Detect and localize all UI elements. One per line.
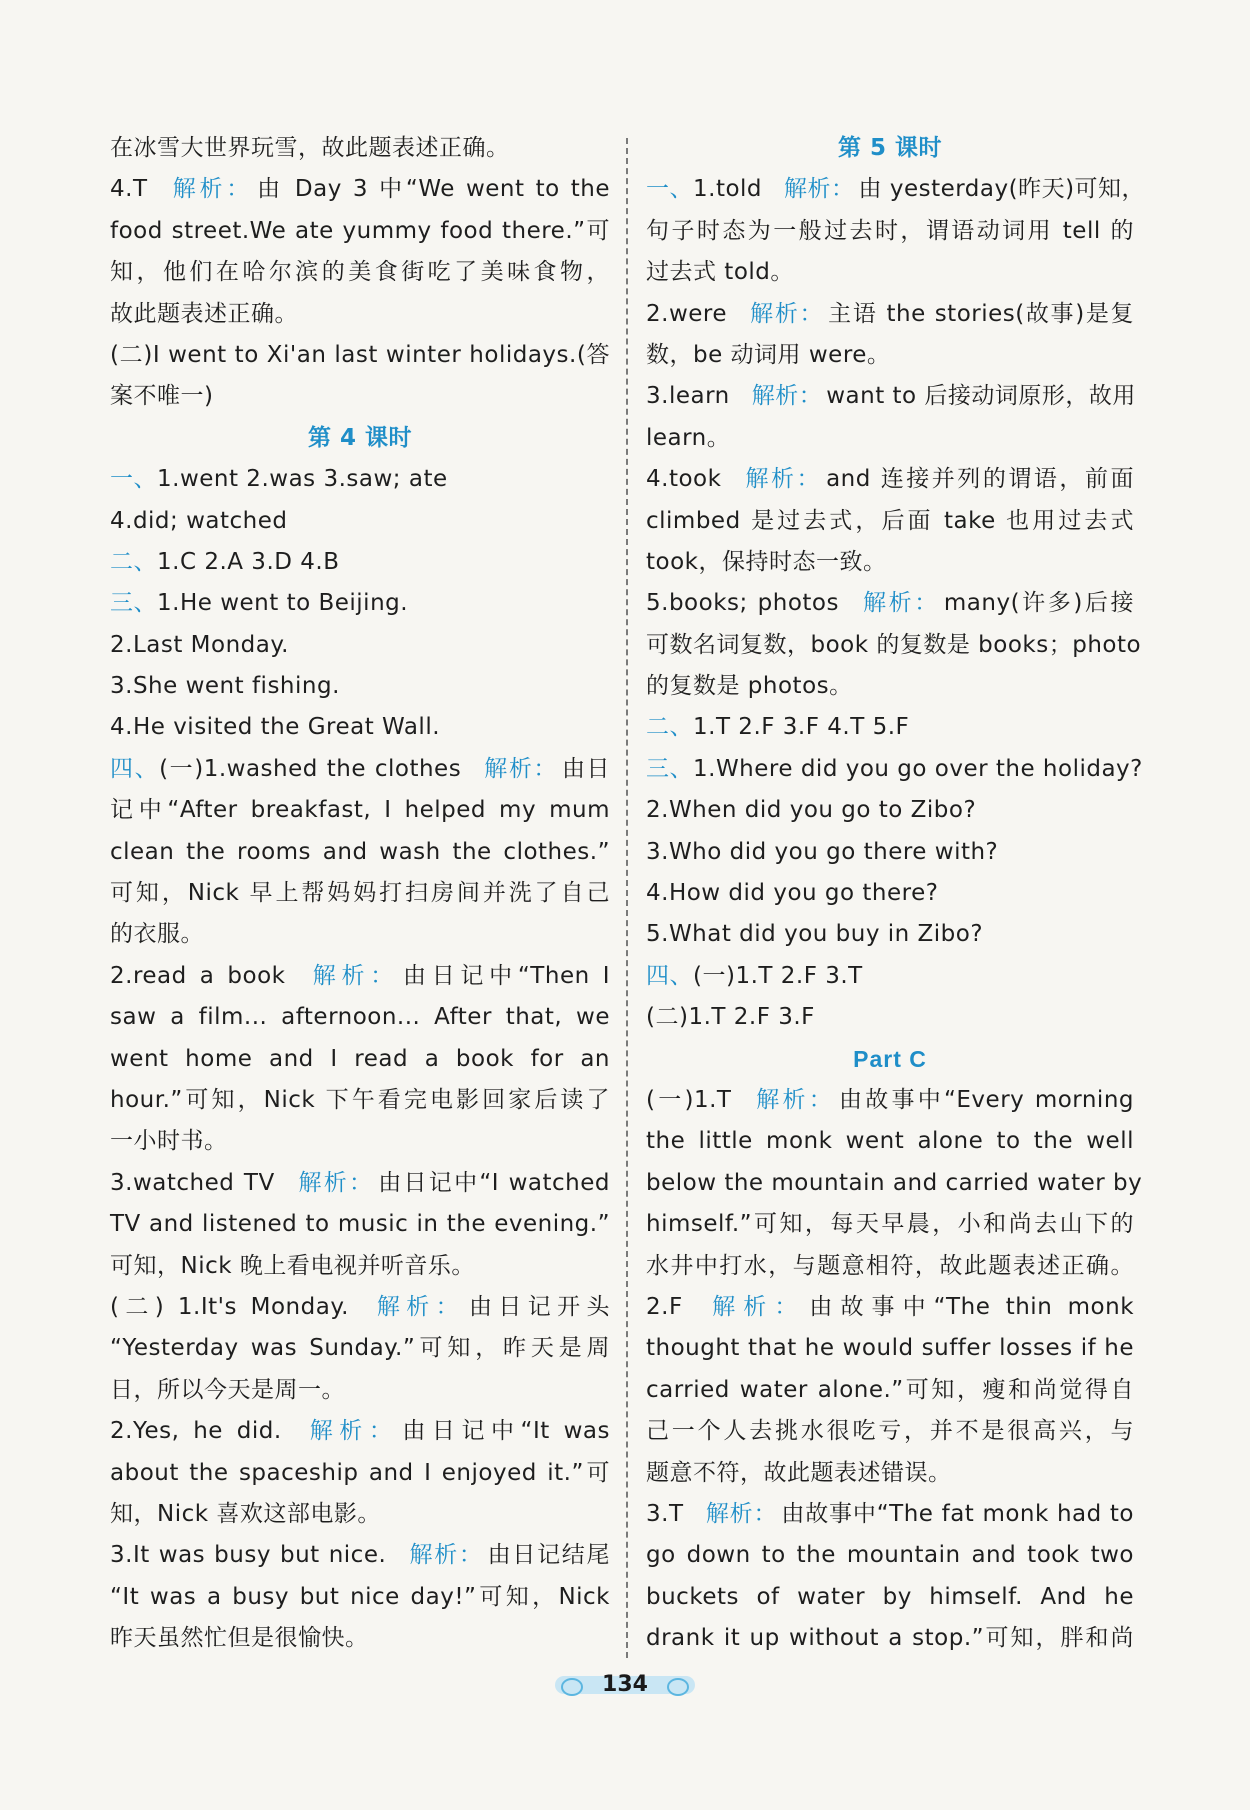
answer-key: 3.learn	[646, 383, 730, 410]
answer-line	[646, 1328, 1134, 1369]
answer-line	[110, 956, 610, 997]
answer-text: 1.went 2.was 3.saw; ate	[157, 466, 448, 493]
answer-line	[110, 625, 610, 666]
answer-text: 记中“After breakfast, I helped my mum	[110, 797, 610, 824]
answer-text: 知，他们在哈尔滨的美食街吃了美味食物，	[110, 259, 610, 286]
answer-key: 2.were	[646, 300, 728, 327]
answer-line	[646, 169, 1146, 210]
answer-text: 4.did; watched	[110, 507, 288, 534]
answer-text: 4.How did you go there?	[646, 880, 939, 907]
answer-line	[646, 1163, 1143, 1204]
answer-text: 日，所以今天是周一。	[110, 1376, 345, 1403]
answer-key: 2.F	[646, 1293, 683, 1320]
answer-text: 1.T 2.F 3.F 4.T 5.F	[693, 714, 910, 741]
answer-text: 由故事中“Every morning	[838, 1086, 1134, 1113]
answer-line	[110, 1494, 610, 1535]
answer-line	[646, 666, 1134, 707]
answer-text: 在冰雪大世界玩雪，故此题表述正确。	[110, 135, 510, 161]
section-marker: 一、	[646, 176, 693, 203]
answer-text: 水井中打水，与题意相符，故此题表述正确。	[646, 1252, 1134, 1279]
answer-line	[646, 997, 1134, 1038]
answer-key: (一)1.T	[646, 1086, 732, 1113]
answer-text: 可知，Nick 晚上看电视并听音乐。	[110, 1252, 475, 1279]
answer-key: 3.It was busy but nice.	[110, 1542, 387, 1569]
answer-text: 的衣服。	[110, 921, 204, 948]
answer-text: 1.C 2.A 3.D 4.B	[157, 548, 340, 575]
answer-line	[110, 832, 610, 873]
answer-line	[110, 666, 610, 707]
answer-line	[110, 1080, 610, 1121]
answer-line	[110, 1246, 610, 1287]
answer-text: climbed 是过去式，后面 take 也用过去式	[646, 507, 1134, 534]
answer-text: went home and I read a book for an	[110, 1045, 610, 1072]
wave-ornament-right-icon	[667, 1678, 689, 1696]
answer-text: 2.Last Monday.	[110, 631, 289, 658]
analysis-label: 解析：	[860, 590, 940, 617]
answer-text: 由日	[561, 755, 610, 782]
answer-line	[110, 335, 610, 376]
section-heading: 第 4 课时	[307, 424, 413, 451]
answer-line	[646, 583, 1134, 624]
answer-line	[646, 335, 1134, 376]
answer-line	[646, 542, 1134, 583]
answer-text: learn。	[646, 424, 731, 451]
section-marker: 四、	[646, 962, 693, 989]
answer-text: (二)I went to Xi'an last winter holidays.(答	[110, 341, 610, 368]
answer-line	[646, 790, 1134, 831]
answer-line	[646, 832, 1134, 873]
answer-line	[110, 542, 610, 583]
analysis-label: 解析：	[408, 1542, 484, 1569]
answer-line	[110, 749, 610, 790]
answer-text: 由日记中“Then I	[402, 962, 610, 989]
answer-line	[646, 1287, 1134, 1328]
answer-line	[646, 1618, 1134, 1659]
answer-text: “It was a busy but nice day!”可知，Nick	[110, 1583, 610, 1610]
answer-text: 可知，Nick 早上帮妈妈打扫房间并洗了自己	[110, 880, 610, 907]
answer-text: 昨天虽然忙但是很愉快。	[110, 1625, 369, 1652]
answer-text: 由故事中“The fat monk had to	[781, 1500, 1134, 1527]
answer-line	[646, 376, 1134, 417]
answer-line	[110, 1618, 610, 1659]
answer-line	[110, 1535, 610, 1576]
answer-text: clean the rooms and wash the clothes.”	[110, 838, 610, 865]
answer-line	[110, 376, 610, 417]
answer-text: go down to the mountain and took two	[646, 1542, 1134, 1569]
answer-text: 过去式 told。	[646, 259, 794, 286]
answer-line	[110, 1039, 610, 1080]
answer-line	[646, 1453, 1134, 1494]
answer-line	[646, 252, 1134, 293]
section-marker: 三、	[110, 590, 157, 617]
answer-line	[646, 625, 1142, 666]
answer-text: saw a film... afternoon... After that, we	[110, 1004, 610, 1031]
answer-text: many(许多)后接	[943, 590, 1135, 617]
page-number-badge	[555, 1668, 695, 1702]
answer-line	[646, 501, 1134, 542]
answer-line	[110, 1411, 610, 1452]
answer-text: 4.He visited the Great Wall.	[110, 714, 441, 741]
column-divider	[626, 138, 628, 1658]
answer-text: 案不唯一)	[110, 383, 214, 410]
answer-line	[110, 1370, 610, 1411]
answer-line	[110, 1453, 610, 1494]
answer-text: 1.Where did you go over the holiday?	[693, 755, 1143, 782]
answer-text: 主语 the stories(故事)是复	[828, 300, 1134, 327]
answer-text: drank it up without a stop.”可知，胖和尚	[646, 1625, 1134, 1652]
answer-text: TV and listened to music in the evening.”	[110, 1211, 610, 1238]
answer-text: 由日记开头	[468, 1293, 610, 1320]
wave-ornament-left-icon	[561, 1678, 583, 1696]
analysis-label: 解析：	[751, 383, 823, 410]
answer-key: 2.read a book	[110, 962, 286, 989]
answer-line	[646, 459, 1134, 500]
answer-text: 由 Day 3 中“We went to the	[257, 176, 610, 203]
answer-text: 句子时态为一般过去时，谓语动词用 tell 的	[646, 217, 1134, 244]
analysis-label: 解析：	[743, 466, 823, 493]
answer-text: (一)1.T 2.F 3.T	[693, 962, 863, 989]
answer-text: 3.Who did you go there with?	[646, 838, 999, 865]
answer-line	[110, 169, 610, 210]
answer-line	[646, 1411, 1134, 1452]
section-marker: 一、	[110, 466, 157, 493]
answer-line	[646, 1246, 1134, 1287]
section-marker: 四、	[110, 755, 160, 782]
answer-text: food street.We ate yummy food there.”可	[110, 217, 610, 244]
answer-text: 的复数是 photos。	[646, 673, 853, 700]
answer-text: carried water alone.”可知，瘦和尚觉得自	[646, 1376, 1134, 1403]
answer-line	[646, 1494, 1134, 1535]
page-number: 134	[602, 1672, 648, 1697]
answer-text: took，保持时态一致。	[646, 548, 887, 575]
answer-line	[110, 1328, 610, 1369]
answer-text: 由 yesterday(昨天)可知，	[858, 176, 1146, 203]
answer-line	[110, 501, 610, 542]
answer-line	[110, 128, 610, 169]
answer-line	[646, 956, 1134, 997]
answer-line	[646, 749, 1143, 790]
answer-line	[110, 790, 610, 831]
right-column	[646, 128, 1146, 1659]
answer-line	[110, 1204, 610, 1245]
answer-line	[110, 1577, 610, 1618]
answer-key: 4.took	[646, 466, 722, 493]
answer-line	[646, 1204, 1134, 1245]
answer-line	[110, 707, 610, 748]
answer-text: (二)1.T 2.F 3.F	[646, 1004, 815, 1031]
answer-line	[646, 1121, 1134, 1162]
analysis-label: 解析：	[704, 1293, 806, 1320]
analysis-label: 解析：	[303, 1418, 399, 1445]
answer-text: 数，be 动词用 were。	[646, 341, 891, 368]
answer-line	[646, 418, 1134, 459]
section-marker: 三、	[646, 755, 693, 782]
analysis-label: 解析：	[483, 755, 558, 782]
analysis-label: 解析：	[784, 176, 855, 203]
answer-line	[646, 211, 1134, 252]
answer-text: 3.She went fishing.	[110, 673, 340, 700]
answer-line	[646, 914, 1134, 955]
answer-line	[110, 873, 610, 914]
answer-text: 由日记中“It was	[402, 1418, 611, 1445]
answer-line	[646, 707, 1134, 748]
answer-line	[110, 252, 610, 293]
answer-text: 由日记中“I watched	[378, 1169, 610, 1196]
section-heading: 第 5 课时	[837, 135, 943, 161]
answer-text: 2.When did you go to Zibo?	[646, 797, 977, 824]
answer-line	[110, 997, 610, 1038]
answer-line	[110, 294, 610, 335]
answer-text: 5.What did you buy in Zibo?	[646, 921, 984, 948]
answer-line	[110, 583, 610, 624]
answer-key: 2.Yes, he did.	[110, 1418, 282, 1445]
answer-text: hour.”可知，Nick 下午看完电影回家后读了	[110, 1086, 610, 1113]
answer-text: 一小时书。	[110, 1128, 228, 1155]
analysis-label: 解析：	[749, 300, 825, 327]
answer-line	[110, 1287, 610, 1328]
answer-line	[646, 1535, 1134, 1576]
answer-text: 知，Nick 喜欢这部电影。	[110, 1500, 381, 1527]
answer-key: 1.told	[693, 176, 763, 203]
answer-text: thought that he would suffer losses if he	[646, 1335, 1134, 1362]
answer-text: 由日记结尾	[487, 1542, 610, 1569]
answer-text: the little monk went alone to the well	[646, 1128, 1134, 1155]
answer-line	[110, 914, 610, 955]
answer-key: (二) 1.It's Monday.	[110, 1293, 349, 1320]
answer-line	[110, 1121, 610, 1162]
answer-line	[646, 294, 1134, 335]
answer-key: 4.T	[110, 176, 148, 203]
answer-text: below the mountain and carried water by	[646, 1169, 1143, 1196]
answer-line	[646, 1577, 1134, 1618]
answer-text: 故此题表述正确。	[110, 300, 298, 327]
answer-text: “Yesterday was Sunday.”可知，昨天是周	[110, 1335, 610, 1362]
answer-text: 可数名词复数，book 的复数是 books；photo	[646, 631, 1142, 658]
answer-line	[110, 1163, 610, 1204]
left-column	[110, 128, 610, 1659]
analysis-label: 解析：	[307, 962, 399, 989]
answer-line	[646, 1080, 1134, 1121]
section-heading: Part C	[853, 1045, 927, 1072]
answer-text: 由故事中“The thin monk	[809, 1293, 1135, 1320]
answer-text: about the spaceship and I enjoyed it.”可	[110, 1459, 610, 1486]
section-marker: 二、	[110, 548, 157, 575]
answer-text: want to 后接动词原形，故用	[826, 383, 1136, 410]
answer-line	[110, 211, 610, 252]
analysis-label: 解析：	[296, 1169, 375, 1196]
answer-key: 3.T	[646, 1500, 684, 1527]
analysis-label: 解析：	[370, 1293, 465, 1320]
answer-text: 己一个人去挑水很吃亏，并不是很高兴，与	[646, 1418, 1134, 1445]
answer-text: buckets of water by himself. And he	[646, 1583, 1134, 1610]
analysis-label: 解析：	[753, 1086, 835, 1113]
answer-text: 1.He went to Beijing.	[157, 590, 409, 617]
answer-text: himself.”可知，每天早晨，小和尚去山下的	[646, 1211, 1134, 1238]
analysis-label: 解析：	[705, 1500, 778, 1527]
answer-key: 3.watched TV	[110, 1169, 275, 1196]
answer-key: (一)1.washed the clothes	[159, 755, 462, 782]
answer-line	[646, 873, 1134, 914]
answer-line	[646, 1370, 1134, 1411]
answer-text: 题意不符，故此题表述错误。	[646, 1459, 952, 1486]
answer-line	[110, 459, 610, 500]
analysis-label: 解析：	[169, 176, 254, 203]
answer-key: 5.books; photos	[646, 590, 839, 617]
section-marker: 二、	[646, 714, 693, 741]
answer-text: and 连接并列的谓语，前面	[826, 466, 1134, 493]
